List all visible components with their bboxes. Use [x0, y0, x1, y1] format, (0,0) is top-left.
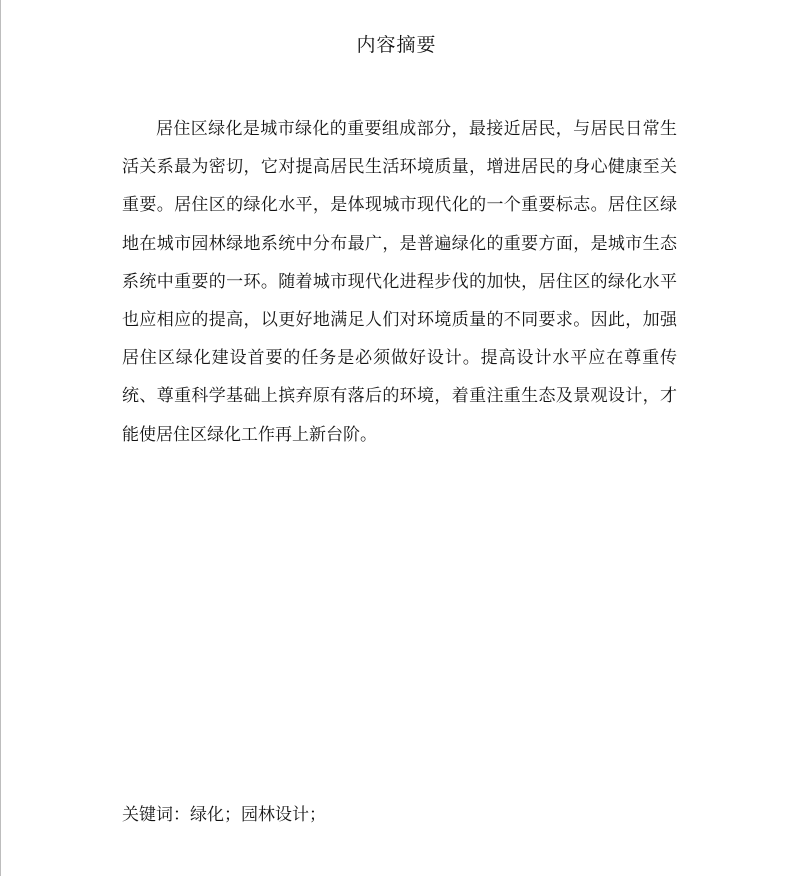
- keywords-label: 关键词：: [122, 805, 190, 825]
- page-title: 内容摘要: [356, 34, 437, 56]
- keywords-line: [122, 800, 326, 825]
- abstract-paragraph: 居住区绿化是城市绿化的重要组成部分，最接近居民，与居民日常生活关系最为密切，它对提高居民生活环境质量，增进居民的身心健康至关重要。居住区的绿化水平，是体现城市现代化的一个重要标志。居住区绿地在城市园林绿地系统中分布最广，是普遍绿化的重要方面，是城市生态系统中重要的一环。随着城市现代化进程步伐的加快，居住区的绿化水平也应相应的提高，以更好地满足人们对环境质量的不同要求。因此，加强居住区绿化建设首要的任务是必须做好设计。提高设计水平应在尊重传统、尊重科学基础上摈弃原有落后的环境，着重注重生态及景观设计，才能使居住区绿化工作再上新台阶。: [122, 119, 677, 445]
- keywords-value: 绿化；园林设计；: [190, 805, 326, 825]
